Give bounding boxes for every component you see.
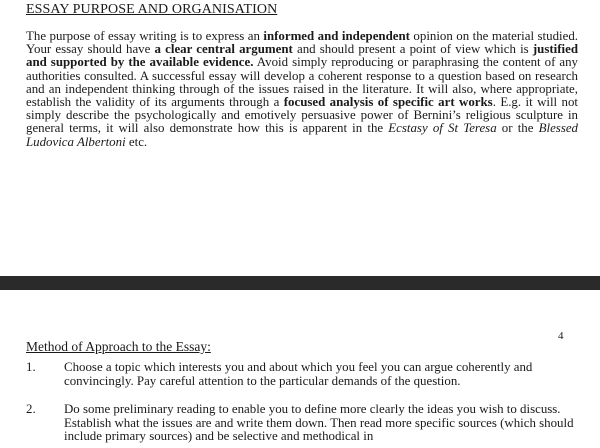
- page-number: 4: [558, 330, 564, 342]
- document-page-bottom: [0, 290, 600, 448]
- para-bold-text: informed and independent: [263, 29, 410, 43]
- para-bold-text: justified and supported by the available evidence.: [26, 42, 578, 70]
- method-heading: Method of Approach to the Essay:: [26, 339, 211, 354]
- list-item-text: Do some preliminary reading to enable you to define more clearly the ideas you wish to discuss. Establish what the issues are and write them down. Then read more specific sources (which should include primary sources) and be selective and methodical in: [64, 402, 574, 443]
- list-item-number: 1.: [26, 360, 36, 374]
- para-text: opinion on the material studied. Your essay should have: [26, 29, 578, 57]
- para-text: . E.g. it will not simply describe the psychologically and emotively persuasive power of Bernini’s religious sculpture in general terms, it will also demonstrate how this is apparent in the: [26, 95, 579, 136]
- para-text: or the: [496, 121, 539, 136]
- page-separator: [0, 276, 600, 290]
- list-item-text: Choose a topic which interests you and about which you feel you can argue coherently and convincingly. Pay careful attention to the particular demands of the question.: [64, 360, 533, 388]
- para-text: Avoid simply reproducing or paraphrasing the content of any authorities consulted. A successful essay will develop a coherent response to a question based on research and an independent thinking through of the issues raised in the literature. It will also, where appropriate, establish the validity of its arguments through a: [26, 55, 578, 110]
- para-italic-text: Ecstasy of St Teresa: [388, 121, 497, 136]
- para-text: The purpose of essay writing is to express an: [26, 29, 264, 43]
- list-item-number: 2.: [26, 402, 36, 416]
- para-text: etc.: [125, 134, 148, 149]
- para-bold-text: a clear central argument: [154, 42, 293, 57]
- para-text: and should present a point of view which is: [292, 42, 533, 57]
- para-italic-text: Blessed Ludovica Albertoni: [26, 121, 579, 149]
- essay-purpose-heading: ESSAY PURPOSE AND ORGANISATION: [26, 2, 278, 17]
- para-bold-text: focused analysis of specific art works: [283, 95, 493, 110]
- essay-purpose-paragraph: [26, 30, 578, 149]
